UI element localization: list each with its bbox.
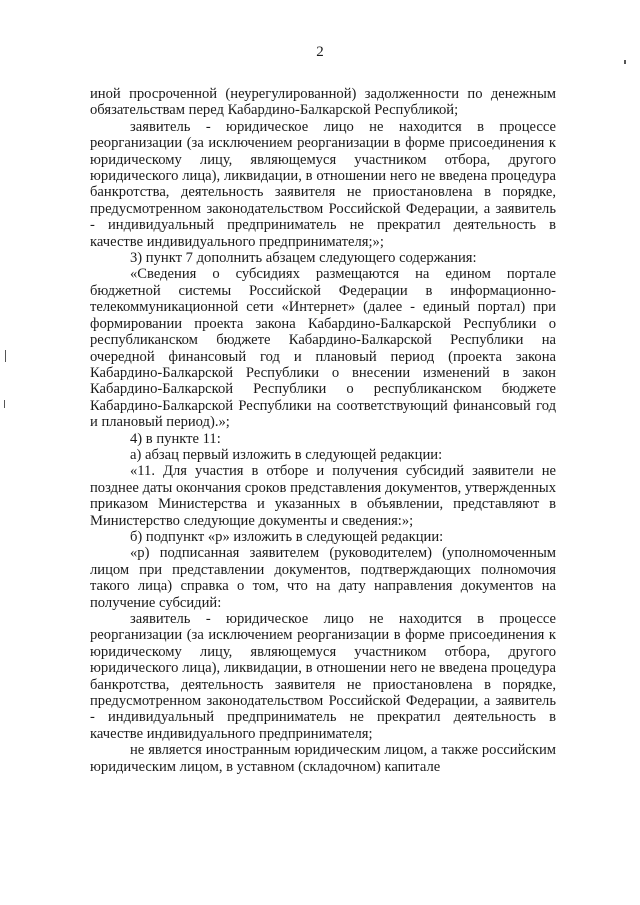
paragraph: не является иностранным юридическим лицом, а также российским юридическим лицом, в уставном (складочном) капитале (90, 742, 556, 775)
paragraph: «Сведения о субсидиях размещаются на едином портале бюджетной системы Российской Федерации в информационно-телекоммуникационной сети «Интернет» (далее - единый портал) при формировании проекта закона Кабардино-Балкарской Республики о республиканском бюджете Кабардино-Балкарской Республики на очередной финансовый год и плановый период (проекта закона Кабардино-Балкарской Республики о внесении изменений в закон Кабардино-Балкарской Республики о республиканском бюджете Кабардино-Балкарской Республики на соответствующий финансовый год и плановый период).»; (90, 266, 556, 431)
paragraph: заявитель - юридическое лицо не находится в процессе реорганизации (за исключением реорганизации в форме присоединения к юридическому лицу, являющемуся участником отбора, другого юридического лица), ликвидации, в отношении него не введена процедура банкротства, деятельность заявителя не приостановлена в порядке, предусмотренном законодательством Российской Федерации, а заявитель - индивидуальный предприниматель не прекратил деятельность в качестве индивидуального предпринимателя;»; (90, 118, 556, 250)
paragraph: «11. Для участия в отборе и получения субсидий заявители не позднее даты окончания сроков представления документов, утвержденных приказом Министерства и указанных в объявлении, представляют в Министерство следующие документы и сведения:»; (90, 463, 556, 529)
paragraph: а) абзац первый изложить в следующей редакции: (130, 446, 443, 463)
scan-mark-right (624, 60, 626, 64)
paragraph: заявитель - юридическое лицо не находится в процессе реорганизации (за исключением реорганизации в форме присоединения к юридическому лицу, являющемуся участником отбора, другого юридического лица), ликвидации, в отношении него не введена процедура банкротства, деятельность заявителя не приостановлена в порядке, предусмотренном законодательством Российской Федерации, а заявитель - индивидуальный предприниматель не прекратил деятельность в качестве индивидуального предпринимателя; (90, 611, 556, 742)
scan-mark-left-2 (4, 400, 5, 408)
paragraph: б) подпункт «р» изложить в следующей редакции: (130, 528, 444, 545)
scan-mark-left-1 (5, 350, 6, 362)
paragraph: «р) подписанная заявителем (руководителем) (уполномоченным лицом при представлении документов, подтверждающих полномочия такого лица) справка о том, что на дату направления документов на получение субсидий: (90, 545, 556, 611)
document-body (90, 86, 556, 775)
paragraph: 3) пункт 7 дополнить абзацем следующего содержания: (130, 250, 477, 267)
page-number: 2 (316, 44, 324, 60)
paragraph: иной просроченной (неурегулированной) задолженности по денежным обязательствам перед Кабардино-Балкарской Республикой; (90, 86, 556, 119)
paragraph: 4) в пункте 11: (130, 430, 221, 447)
